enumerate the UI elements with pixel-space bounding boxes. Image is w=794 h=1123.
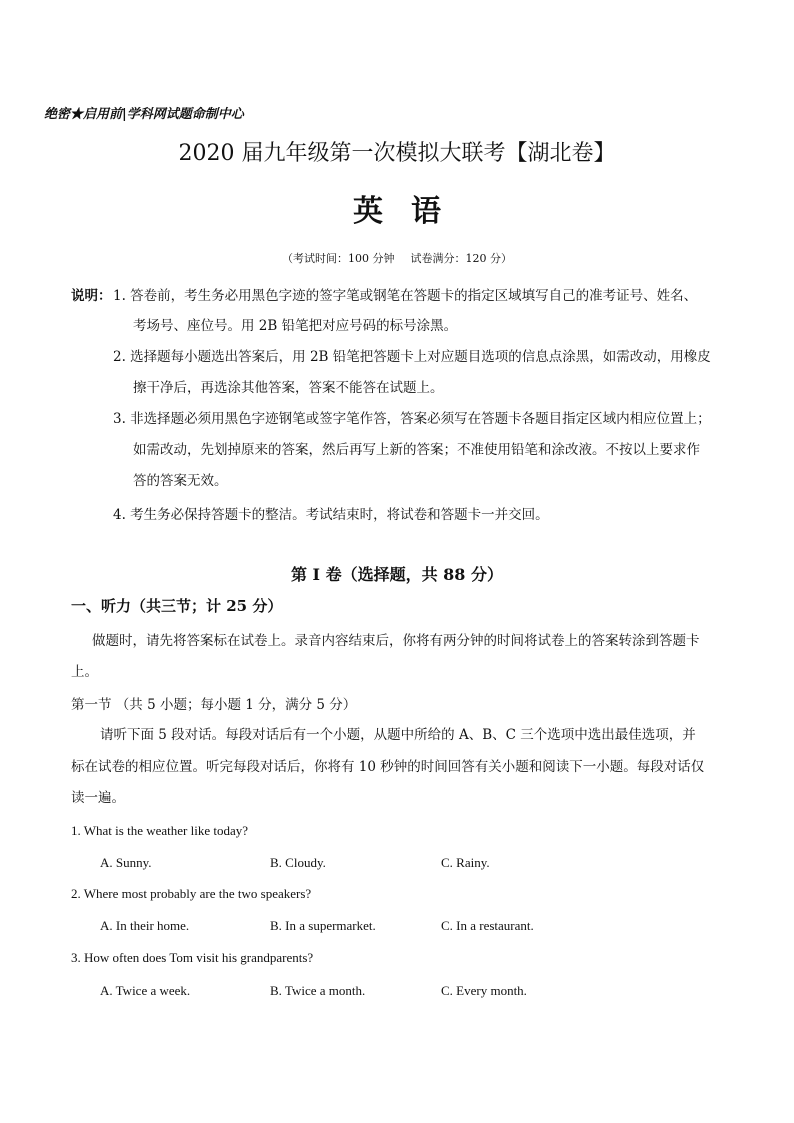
note-item-2: 2. 选择题每小题选出答案后，用 2B 铅笔把答题卡上对应题目选项的信息点涂黑，如需改动，用橡皮: [113, 349, 711, 365]
option-b: B. Twice a month.: [270, 983, 366, 998]
option-c: C. Rainy.: [441, 855, 490, 870]
subsection-heading: 第一节 （共 5 小题；每小题 1 分，满分 5 分）: [71, 697, 357, 713]
option-a: A. Twice a week.: [100, 983, 191, 998]
note-item-3-cont2: 答的答案无效。: [133, 473, 228, 489]
question-stem: 2. Where most probably are the two speakers?: [71, 886, 312, 901]
note-item-3: 3. 非选择题必须用黑色字迹钢笔或签字笔作答，答案必须写在答题卡各题目指定区域内相应位置上；: [113, 411, 711, 427]
time-label: （考试时间：100 分钟: [282, 252, 395, 265]
instruction-paragraph-cont2: 读一遍。: [71, 790, 125, 806]
instruction-paragraph: 请听下面 5 段对话。每段对话后有一个小题，从题中所给的 A、B、C 三个选项中选出最佳选项，并: [100, 727, 696, 743]
option-a: A. Sunny.: [100, 855, 152, 870]
note-item-2-cont: 擦干净后，再选涂其他答案，答案不能答在试题上。: [133, 380, 444, 396]
subject-title: 英语: [353, 194, 469, 229]
instruction-paragraph-cont: 标在试卷的相应位置。听完每段对话后，你将有 10 秒钟的时间回答有关小题和阅读下一小题。每段对话仅: [71, 759, 705, 775]
option-c: C. In a restaurant.: [441, 918, 534, 933]
question-stem: 3. How often does Tom visit his grandparents?: [71, 950, 314, 965]
option-b: B. In a supermarket.: [270, 918, 376, 933]
notes-label: 说明：: [71, 288, 112, 304]
exam-time-info: [0, 250, 794, 266]
part-heading: 第 I 卷（选择题，共 88 分）: [290, 565, 504, 584]
intro-paragraph: 做题时，请先将答案标在试卷上。录音内容结束后，你将有两分钟的时间将试卷上的答案转涂到答题卡: [92, 633, 700, 649]
section-heading: 一、听力（共三节；计 25 分）: [71, 597, 283, 615]
confidential-line: 绝密★启用前|学科网试题命制中心: [44, 107, 244, 122]
option-b: B. Cloudy.: [270, 855, 326, 870]
question-stem: 1. What is the weather like today?: [71, 823, 249, 838]
option-a: A. In their home.: [100, 918, 190, 933]
option-c: C. Every month.: [441, 983, 527, 998]
note-item-3-cont: 如需改动，先划掉原来的答案，然后再写上新的答案；不准使用铅笔和涂改液。不按以上要求作: [133, 442, 700, 458]
score-label: 试卷满分：120 分）: [410, 252, 512, 265]
note-item-4: 4. 考生务必保持答题卡的整洁。考试结束时，将试卷和答题卡一并交回。: [113, 507, 549, 523]
note-item-1: 1. 答卷前，考生务必用黑色字迹的签字笔或钢笔在答题卡的指定区域填写自己的准考证号、姓名、: [113, 288, 698, 304]
intro-paragraph-cont: 上。: [71, 664, 98, 680]
exam-title: 2020 届九年级第一次模拟大联考【湖北卷】: [178, 141, 616, 166]
note-item-1-cont: 考场号、座位号。用 2B 铅笔把对应号码的标号涂黑。: [133, 318, 458, 334]
